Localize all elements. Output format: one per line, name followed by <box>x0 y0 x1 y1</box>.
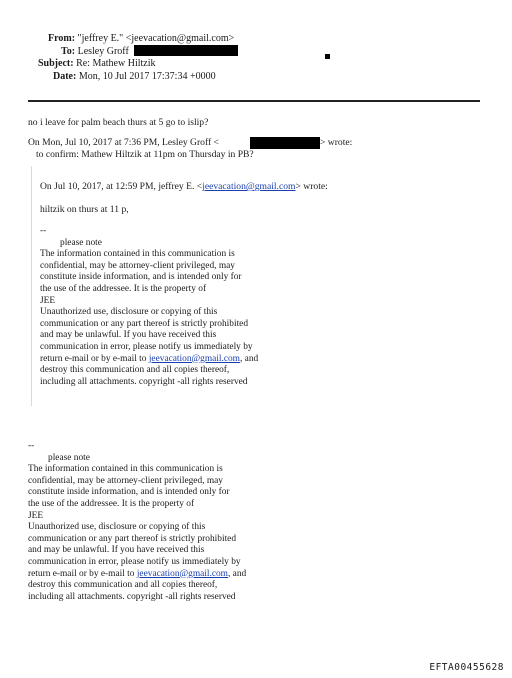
inner-disclaimer <box>40 226 258 388</box>
quote2-email-link[interactable]: jeevacation@gmail.com <box>202 181 296 192</box>
redaction-mark <box>325 54 330 59</box>
quote-bar <box>31 166 32 406</box>
inner-line5: JEE <box>40 295 56 306</box>
header-subject <box>38 58 156 71</box>
outer-line10 <box>28 569 246 581</box>
redaction-quote1 <box>250 137 320 149</box>
outer-dashes: -- <box>28 441 35 451</box>
quote2-suffix: > wrote: <box>295 181 328 192</box>
outer-line3: constitute inside information, and is intended only for <box>28 487 230 498</box>
inner-line9: communication in error, please notify us immediately by <box>40 341 253 352</box>
document-id: EFTA00455628 <box>429 662 504 673</box>
from-value: "jeffrey E." <jeevacation@gmail.com> <box>77 33 235 44</box>
header-from <box>48 33 234 46</box>
header-date <box>53 71 216 84</box>
outer-line10-prefix: return e-mail or by e-mail to <box>28 568 137 579</box>
quote1-prefix: On Mon, Jul 10, 2017 at 7:36 PM, Lesley Groff < <box>28 137 219 148</box>
inner-line10-suffix: , and <box>239 353 259 364</box>
quote2-attribution <box>40 181 328 193</box>
inner-title: please note <box>60 237 102 248</box>
inner-line3: constitute inside information, and is intended only for <box>40 272 242 283</box>
inner-dashes: -- <box>40 226 47 236</box>
outer-disclaimer <box>28 441 246 603</box>
outer-line2: confidential, may be attorney-client privileged, may <box>28 475 223 486</box>
header-to <box>61 46 129 59</box>
outer-line7: communication or any part thereof is strictly prohibited <box>28 533 237 544</box>
quote2-body: hiltzik on thurs at 11 p, <box>40 204 129 215</box>
inner-line6: Unauthorized use, disclosure or copying of this <box>40 307 218 318</box>
date-label: Date: <box>53 70 77 82</box>
subject-value: Re: Mathew Hiltzik <box>76 58 156 69</box>
inner-line10-prefix: return e-mail or by e-mail to <box>40 353 149 364</box>
message-body: no i leave for palm beach thurs at 5 go to islip? <box>28 117 209 128</box>
inner-line12: including all attachments. copyright -all rights reserved <box>40 376 248 387</box>
header-divider <box>28 100 480 102</box>
from-label: From: <box>48 33 76 44</box>
inner-line2: confidential, may be attorney-client privileged, may <box>40 260 235 271</box>
outer-line6: Unauthorized use, disclosure or copying of this <box>28 522 206 533</box>
outer-line11: destroy this communication and all copies thereof, <box>28 580 218 591</box>
subject-label: Subject: <box>38 58 74 69</box>
outer-line5: JEE <box>28 510 44 521</box>
outer-title: please note <box>48 452 90 463</box>
inner-line11: destroy this communication and all copies thereof, <box>40 365 230 376</box>
outer-line4: the use of the addressee. It is the property of <box>28 498 195 509</box>
inner-line1: The information contained in this communication is <box>40 249 235 260</box>
outer-line9: communication in error, please notify us immediately by <box>28 556 241 567</box>
quote1-attribution <box>28 137 219 149</box>
inner-line10 <box>40 354 258 366</box>
inner-line4: the use of the addressee. It is the property of <box>40 283 207 294</box>
inner-email-link[interactable]: jeevacation@gmail.com <box>148 353 240 364</box>
redaction-to <box>134 45 238 56</box>
inner-line8: and may be unlawful. If you have received this <box>40 330 217 341</box>
to-value: Lesley Groff <box>77 45 129 57</box>
outer-email-link[interactable]: jeevacation@gmail.com <box>136 568 228 579</box>
outer-line1: The information contained in this communication is <box>28 464 223 475</box>
outer-line12: including all attachments. copyright -all rights reserved <box>28 591 236 602</box>
date-value: Mon, 10 Jul 2017 17:37:34 +0000 <box>78 70 216 82</box>
inner-line7: communication or any part thereof is strictly prohibited <box>40 318 249 329</box>
quote2-prefix: On Jul 10, 2017, at 12:59 PM, jeffrey E. < <box>40 181 203 192</box>
outer-line8: and may be unlawful. If you have received this <box>28 545 205 556</box>
outer-line10-suffix: , and <box>227 568 247 579</box>
quote1-suffix: > wrote: <box>320 137 353 148</box>
to-label: To: <box>61 45 76 57</box>
quote1-body: to confirm: Mathew Hiltzik at 11pm on Thursday in PB? <box>36 149 254 160</box>
